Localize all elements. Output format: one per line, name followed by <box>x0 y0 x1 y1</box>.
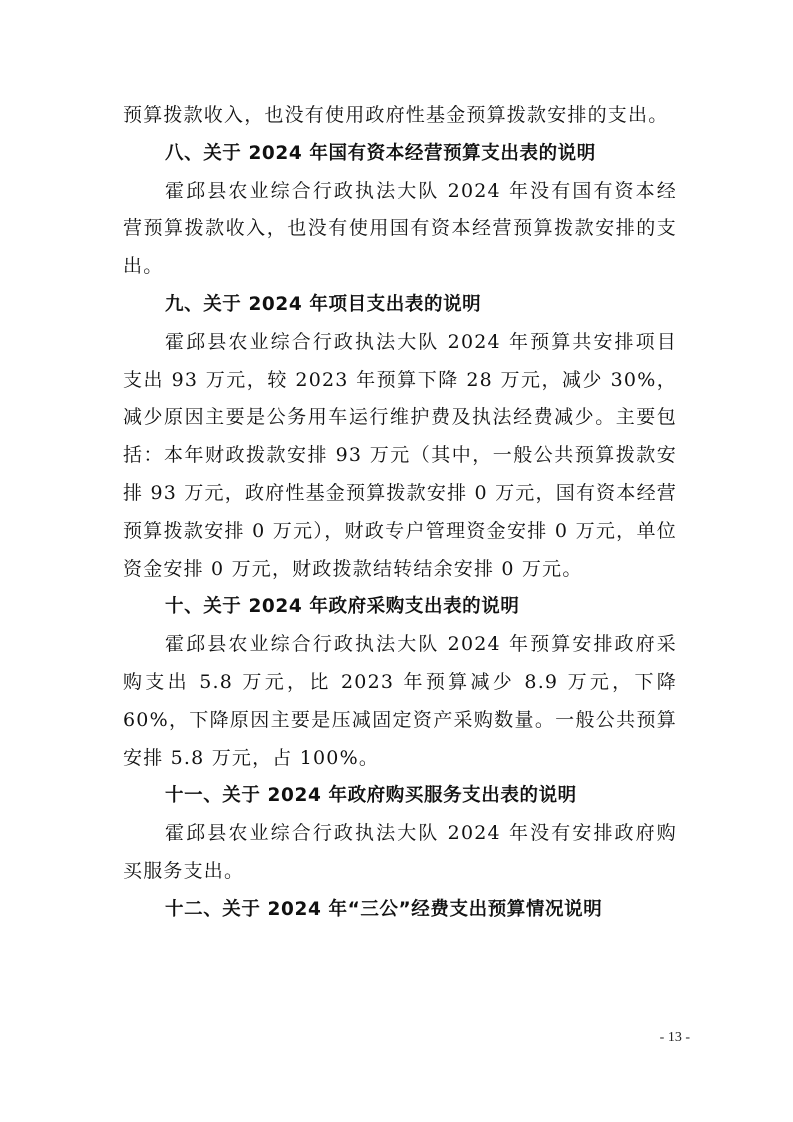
paragraph-government-procurement: 霍邱县农业综合行政执法大队 2024 年预算安排政府采购支出 5.8 万元，比 2023 年预算减少 8.9 万元，下降 60%，下降原因主要是压减固定资产采购数量。一般公共预算安排 5.8 万元，占 100%。 <box>123 633 677 769</box>
section-heading-11: 十一、关于 2024 年政府购买服务支出表的说明 <box>165 785 577 807</box>
section-heading-12: 十二、关于 2024 年“三公”经费支出预算情况说明 <box>165 898 603 920</box>
continued-paragraph: 预算拨款收入，也没有使用政府性基金预算拨款安排的支出。 <box>123 104 669 126</box>
paragraph-state-capital-budget: 霍邱县农业综合行政执法大队 2024 年没有国有资本经营预算拨款收入，也没有使用国有资本经营预算拨款安排的支出。 <box>123 179 677 278</box>
section-heading-9: 九、关于 2024 年项目支出表的说明 <box>165 293 482 315</box>
section-heading-8: 八、关于 2024 年国有资本经营预算支出表的说明 <box>165 142 596 164</box>
section-heading-10: 十、关于 2024 年政府采购支出表的说明 <box>165 596 520 618</box>
document-body <box>123 97 677 929</box>
paragraph-project-expenditure: 霍邱县农业综合行政执法大队 2024 年预算共安排项目支出 93 万元，较 2023 年预算下降 28 万元，减少 30%，减少原因主要是公务用车运行维护费及执法经费减少。主要包括：本年财政拨款安排 93 万元（其中，一般公共预算拨款安排 93 万元，政府性基金预算拨款安排 0 万元，国有资本经营预算拨款安排 0 万元），财政专户管理资金安排 0 万元，单位资金安排 0 万元，财政拨款结转结余安排 0 万元。 <box>123 330 677 580</box>
paragraph-purchased-services: 霍邱县农业综合行政执法大队 2024 年没有安排政府购买服务支出。 <box>123 822 677 882</box>
page-number: - 13 - <box>659 1030 690 1045</box>
